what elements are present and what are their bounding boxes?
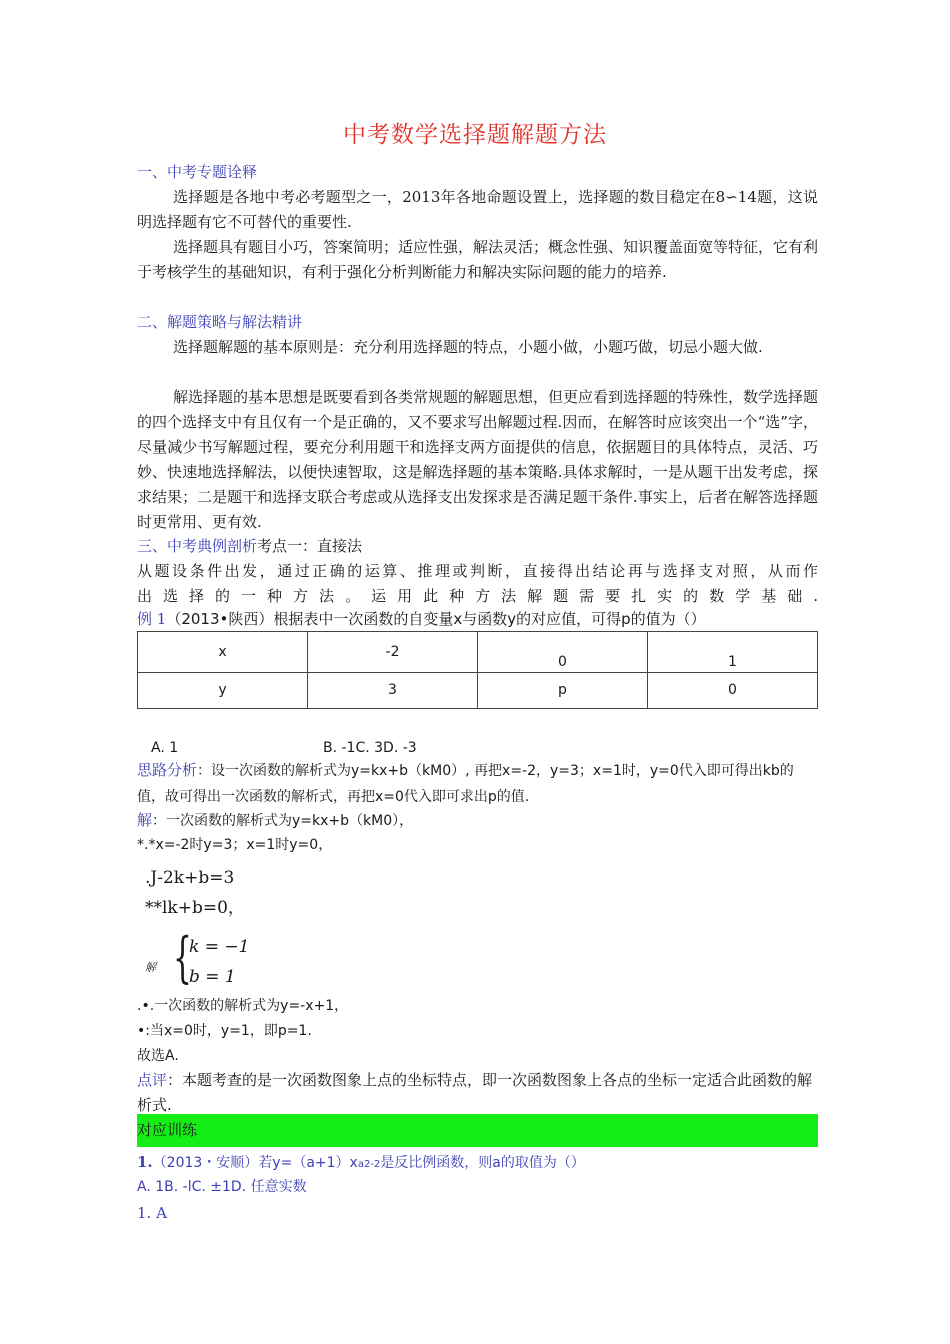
solution-label: 解: [137, 811, 153, 829]
practice-banner: 对应训练: [137, 1114, 818, 1147]
comment-label: 点评: [137, 1071, 168, 1089]
example-1-question: [137, 607, 818, 632]
equation-2: **lk+b=0，: [145, 898, 245, 918]
system-line-1: k = −1: [189, 937, 250, 957]
table-cell: y: [138, 672, 308, 708]
section-3-point: 考点一：直接法: [257, 537, 363, 555]
section-1-paragraph-2: 选择题具有题目小巧，答案简明；适应性强，解法灵活；概念性强、知识覆盖面宽等特征，它有利于考核学生的基础知识，有利于强化分析判断能力和解决实际问题的能力的培养.: [137, 238, 819, 281]
question-exponent: a2-2: [357, 1159, 381, 1170]
options-b-to-d: B. -1C. 3D. -3: [323, 740, 417, 756]
table-cell: 0: [478, 632, 648, 673]
practice-question-1: [137, 1150, 818, 1177]
table-row: [138, 632, 818, 673]
section-2-paragraph-1: 选择题解题的基本原则是：充分利用选择题的特点，小题小做，小题巧做，切忌小题大做.: [173, 338, 763, 356]
practice-answer-1: 1. A: [137, 1204, 167, 1222]
page-title: 中考数学选择题解题方法: [343, 122, 607, 148]
solution-line-2: *.*x=-2时y=3；x=1时y=0，: [137, 837, 333, 853]
question-text-part-2: 是反比例函数，则a的取值为（）: [380, 1155, 585, 1171]
solution-line-5: 故选A.: [137, 1048, 179, 1064]
table-cell: 0: [648, 672, 818, 708]
table-cell: x: [138, 632, 308, 673]
solution-text: ：一次函数的解析式为y=kx+b（kM0），: [152, 813, 414, 829]
section-3-intro-line-1: 从题设条件出发，通过正确的运算、推理或判断，直接得出结论再与选择支对照，从而作: [137, 562, 818, 580]
analysis-paragraph: [137, 758, 818, 810]
option-a: A. 1: [151, 740, 179, 756]
section-1-heading: 一、中考专题诠释: [137, 163, 258, 181]
comment-text: ：本题考查的是一次函数图象上点的坐标特点，即一次函数图象上各点的坐标一定适合此函数的解析式.: [137, 1071, 813, 1114]
section-3-intro-line-2: 出 选 择 的 一 种 方 法 。 运 用 此 种 方 法 解 题 需 要 扎 实 的 数 学 基 础 .: [137, 587, 818, 605]
system-line-2: b = 1: [189, 967, 236, 987]
system-label: 解: [145, 961, 156, 974]
example-label: 例 1: [137, 610, 167, 628]
brace-icon: {: [173, 926, 192, 989]
equation-1: .J-2k+b=3: [145, 868, 235, 888]
table-cell: 3: [308, 672, 478, 708]
comment-paragraph: [137, 1068, 818, 1118]
solution-line-3: .•.一次函数的解析式为y=-x+1，: [137, 998, 349, 1014]
table-cell: 1: [648, 632, 818, 673]
section-1-paragraph-1: 选择题是各地中考必考题型之一，2013年各地命题设置上，选择题的数目稳定在8∽14题，这说明选择题有它不可替代的重要性.: [137, 188, 818, 231]
solution-line-1: [137, 808, 818, 834]
practice-question-1-options: A. 1B. -lC. ±1D. 任意实数: [137, 1179, 307, 1195]
section-3-heading-row: [137, 534, 818, 559]
table-row: [138, 672, 818, 708]
table-cell: p: [478, 672, 648, 708]
value-table: [137, 631, 818, 709]
section-2-heading: 二、解题策略与解法精讲: [137, 313, 303, 331]
question-text-part-1: （2013・安顺）若y=（a+1）x: [152, 1155, 358, 1171]
solution-line-4: •:当x=0时，y=1，即p=1.: [137, 1023, 312, 1039]
analysis-text: ：设一次函数的解析式为y=kx+b（kM0）, 再把x=-2，y=3；x=1时，y=0代入即可得出kb的值，故可得出一次函数的解析式，再把x=0代入即可求出p的值.: [137, 763, 794, 805]
question-number: 1.: [137, 1153, 153, 1171]
table-cell: -2: [308, 632, 478, 673]
equation-system: [145, 926, 345, 993]
section-2-paragraph-2: 解选择题的基本思想是既要看到各类常规题的解题思想，但更应看到选择题的特殊性，数学选择题的四个选择支中有且仅有一个是正确的，又不要求写出解题过程.因而，在解答时应该突出一个“选”字，尽量减少书写解题过程，要充分利用题干和选择支两方面提供的信息，依据题目的具体特点，灵活、巧妙、快速地选择解法，以便快速智取，这是解选择题的基本策略.具体求解时，一是从题干出发考虑，探求结果；二是题干和选择支联合考虑或从选择支出发探求是否满足题干条件.事实上，后者在解答选择题时更常用、更有效.: [137, 388, 819, 531]
section-3-heading: 三、中考典例剖析: [137, 537, 258, 555]
analysis-label: 思路分析: [137, 761, 198, 779]
example-text: （2013•陕西）根据表中一次函数的自变量x与函数y的对应值，可得p的值为（）: [166, 610, 706, 628]
